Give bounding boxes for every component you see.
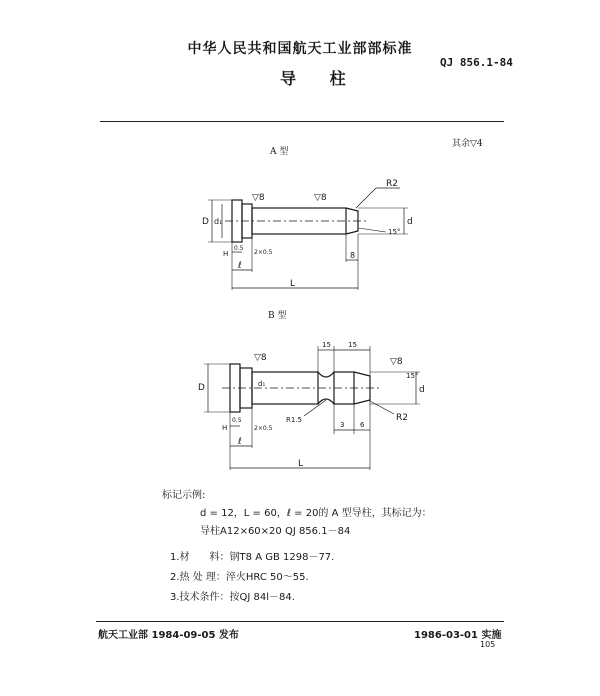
- requirement-heat-treatment: 2.热 处 理：淬火HRC 50～55.: [170, 572, 309, 583]
- footer-divider: [96, 621, 504, 622]
- requirement-material: 1.材 料：钢T8 A GB 1298－77.: [170, 552, 335, 563]
- type-b-angle: 15°: [406, 372, 419, 380]
- standard-code: QJ 856.1-84: [440, 56, 513, 69]
- type-a-dim-chamfer: 0.5: [234, 245, 244, 252]
- page-number: 105: [480, 640, 496, 649]
- type-a-label: A 型: [270, 147, 289, 157]
- type-b-roughness-1: ▽8: [254, 353, 267, 363]
- type-a-roughness-1: ▽8: [252, 193, 265, 203]
- type-a-dim-H: H: [223, 250, 229, 258]
- issuing-organization: 中华人民共和国航天工业部部标准: [187, 41, 413, 57]
- footer-issuer: 航天工业部 1984-09-05 发布: [98, 630, 239, 641]
- marking-heading: 标记示例:: [162, 490, 206, 501]
- type-b-dim-15a: 15: [322, 341, 331, 349]
- document-title: 导 柱: [280, 69, 360, 88]
- type-a-dim-D: D: [202, 217, 209, 227]
- type-b-dim-L: L: [298, 459, 304, 469]
- type-b-dim-l: ℓ: [238, 437, 242, 447]
- type-b-dim-D: D: [198, 383, 205, 393]
- type-a-dim-d1: d₁: [214, 217, 223, 226]
- type-b-dim-d: d: [419, 385, 425, 395]
- type-b-dim-r: R1.5: [286, 416, 302, 424]
- type-a-dim-d: d: [407, 217, 413, 227]
- type-a-roughness-2: ▽8: [314, 193, 327, 203]
- type-b-dim-3: 3: [340, 421, 345, 429]
- type-b-dim-H: H: [222, 424, 228, 432]
- type-b-roughness-2: ▽8: [390, 357, 403, 367]
- type-a-drawing: [190, 170, 450, 300]
- roughness-note: 其余▽4: [452, 139, 483, 149]
- type-b-dim-chamfer: 0.5: [232, 417, 242, 424]
- type-a-dim-relief: 2×0.5: [254, 249, 273, 256]
- type-b-dim-R2: R2: [396, 413, 408, 423]
- requirement-technical: 3.技术条件：按QJ 84l－84.: [170, 592, 295, 603]
- type-b-dim-relief: 2×0.5: [254, 425, 273, 432]
- footer-effective: 1986-03-01 实施: [414, 630, 502, 641]
- marking-line-1: d = 12，L = 60，ℓ = 20的 A 型导柱，其标记为：: [200, 508, 432, 519]
- type-a-dim-l: ℓ: [238, 261, 242, 271]
- marking-line-2: 导柱A12×60×20 QJ 856.1－84: [200, 526, 351, 537]
- type-b-dim-6: 6: [360, 421, 365, 429]
- type-b-dim-d1: d₁: [258, 380, 266, 388]
- header-divider: [100, 121, 504, 122]
- type-a-angle: 15°: [388, 228, 401, 236]
- type-b-label: B 型: [268, 311, 287, 321]
- type-b-drawing: [180, 330, 450, 480]
- type-a-radius: R2: [386, 179, 398, 189]
- type-a-dim-L: L: [290, 279, 296, 289]
- type-b-dim-15b: 15: [348, 341, 357, 349]
- type-a-dim-8: 8: [350, 251, 356, 260]
